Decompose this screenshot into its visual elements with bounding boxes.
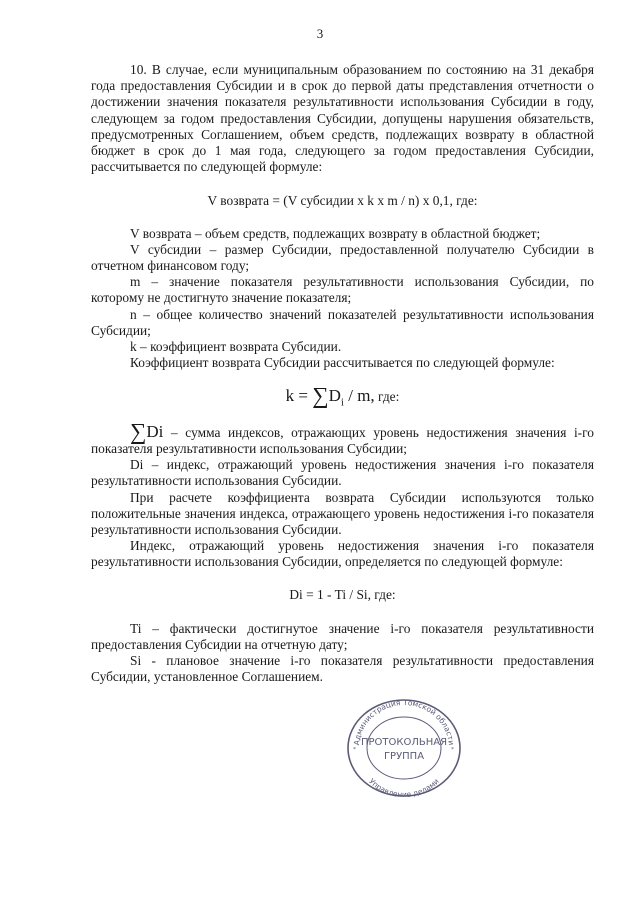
formula-index: Di = 1 - Ti / Si, где: xyxy=(289,586,396,602)
definition-m: m – значение показателя результативности использования Субсидии, по которому не достигнуто значение показателя; xyxy=(91,274,594,306)
formula-return-volume: V возврата = (V субсидии x k x m / n) x 0,1, где: xyxy=(207,193,478,209)
stamp-star-left: * xyxy=(353,747,356,753)
stamp-outer-ring xyxy=(348,700,460,796)
page-number: 3 xyxy=(316,26,324,41)
definition-sum-di xyxy=(91,418,594,457)
sum-symbol: ∑ xyxy=(312,383,329,409)
stamp-inner-ring xyxy=(367,717,441,779)
stamp-line2: ГРУППА xyxy=(383,751,425,762)
sum-di-text: – сумма индексов, отражающих уровень недостижения значения i-го показателя результативности использования Субсидии; xyxy=(91,424,594,457)
formula-d: D xyxy=(328,386,341,406)
definition-si: Si - плановое значение i-го показателя результативности предоставления Субсидии, установленное Соглашением. xyxy=(91,653,594,685)
definition-v-subsidy: V субсидии – размер Субсидии, предоставленной получателю Субсидии в отчетном финансовом году; xyxy=(91,241,594,274)
sum-di-label: Di xyxy=(146,421,164,441)
formula-subscript: i xyxy=(340,396,344,409)
stamp-star-right: * xyxy=(451,747,454,753)
definition-ti: Ti – фактически достигнутое значение i-го показателя результативности предоставления Субсидии на отчетную дату; xyxy=(91,620,594,653)
definition-n: n – общее количество значений показателей результативности использования Субсидии; xyxy=(91,306,594,338)
paragraph-return-conditions: 10. В случае, если муниципальным образованием по состоянию на 31 декабря года предоставления Субсидии и в срок до первой даты представления отчетности о достижении значения показателя результативности использования Субсидии в году, следующем за годом предоставления Субсидии, допущены нарушения обязательств, предусмотренных Соглашением, объем средств, подлежащих возврату в областной бюджет в срок до 1 мая года, следующего за годом предоставления Субсидии, рассчитывается по следующей формуле: xyxy=(91,62,594,175)
index-formula-intro: Индекс, отражающий уровень недостижения значения i-го показателя результативности использования Субсидии, определяется по следующей формуле: xyxy=(91,538,594,570)
definition-v-return: V возврата – объем средств, подлежащих возврату в областной бюджет; xyxy=(130,225,541,241)
sum-di-sigma: ∑ xyxy=(130,418,147,444)
formula-coefficient xyxy=(91,385,594,413)
coefficient-formula-intro: Коэффициент возврата Субсидии рассчитывается по следующей формуле: xyxy=(130,355,555,371)
formula-rest: / m, xyxy=(343,386,375,406)
definition-k: k – коэффициент возврата Субсидии. xyxy=(130,339,342,355)
stamp-outer-top-text: Администрация Томской области xyxy=(352,698,456,746)
stamp-outer-bottom-text: Управление делами xyxy=(367,776,441,798)
sum-di-symbol xyxy=(130,418,164,444)
formula-where: где: xyxy=(374,389,400,405)
definition-di: Di – индекс, отражающий уровень недостижения значения i-го показателя результативности использования Субсидии. xyxy=(91,457,594,489)
formula-lhs: k = xyxy=(285,386,308,406)
official-stamp xyxy=(345,698,463,798)
stamp-line1: ПРОТОКОЛЬНАЯ xyxy=(360,737,448,748)
document-body xyxy=(91,62,594,686)
paragraph-positive-values: При расчете коэффициента возврата Субсидии используются только положительные значения индекса, отражающего уровень недостижения i-го показателя результативности использования Субсидии. xyxy=(91,489,594,538)
